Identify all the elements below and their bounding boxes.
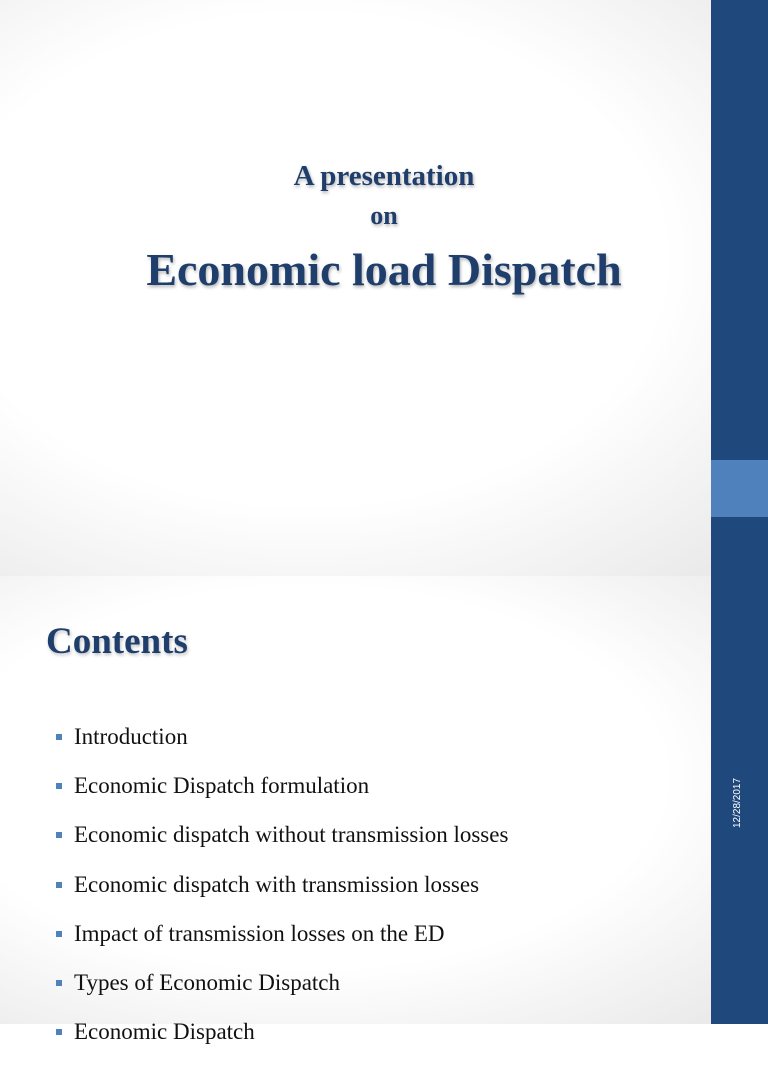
title-line-presentation: A presentation	[293, 160, 475, 192]
list-item-text: Economic dispatch without transmission losses	[74, 822, 509, 848]
bullet-square-icon	[56, 931, 62, 937]
bullet-square-icon	[56, 832, 62, 838]
list-item	[56, 820, 508, 869]
list-item	[56, 771, 508, 820]
bullet-square-icon	[56, 882, 62, 888]
contents-list	[56, 722, 508, 1066]
contents-heading: Contents	[46, 621, 188, 662]
list-item-text: Economic dispatch with transmission losses	[74, 871, 480, 897]
bullet-square-icon	[56, 783, 62, 789]
slide-date: 12/28/2017	[732, 777, 743, 829]
list-item	[56, 1017, 508, 1066]
list-item-text: Impact of transmission losses on the ED	[74, 920, 445, 946]
list-item-text: Economic Dispatch formulation	[74, 773, 370, 799]
bullet-square-icon	[56, 980, 62, 986]
contents-slide	[0, 576, 768, 1045]
bullet-square-icon	[56, 1029, 62, 1035]
list-item	[56, 722, 508, 771]
list-item	[56, 870, 508, 919]
list-item-text: Introduction	[74, 724, 188, 749]
sidebar-accent-block	[711, 460, 768, 517]
bullet-square-icon	[56, 734, 62, 740]
slide-title: Economic load Dispatch	[146, 244, 622, 295]
title-line-on: on	[370, 201, 398, 230]
list-item	[56, 919, 508, 968]
list-item-text: Types of Economic Dispatch	[74, 969, 341, 995]
list-item-text: Economic Dispatch	[74, 1019, 255, 1045]
list-item	[56, 968, 508, 1017]
